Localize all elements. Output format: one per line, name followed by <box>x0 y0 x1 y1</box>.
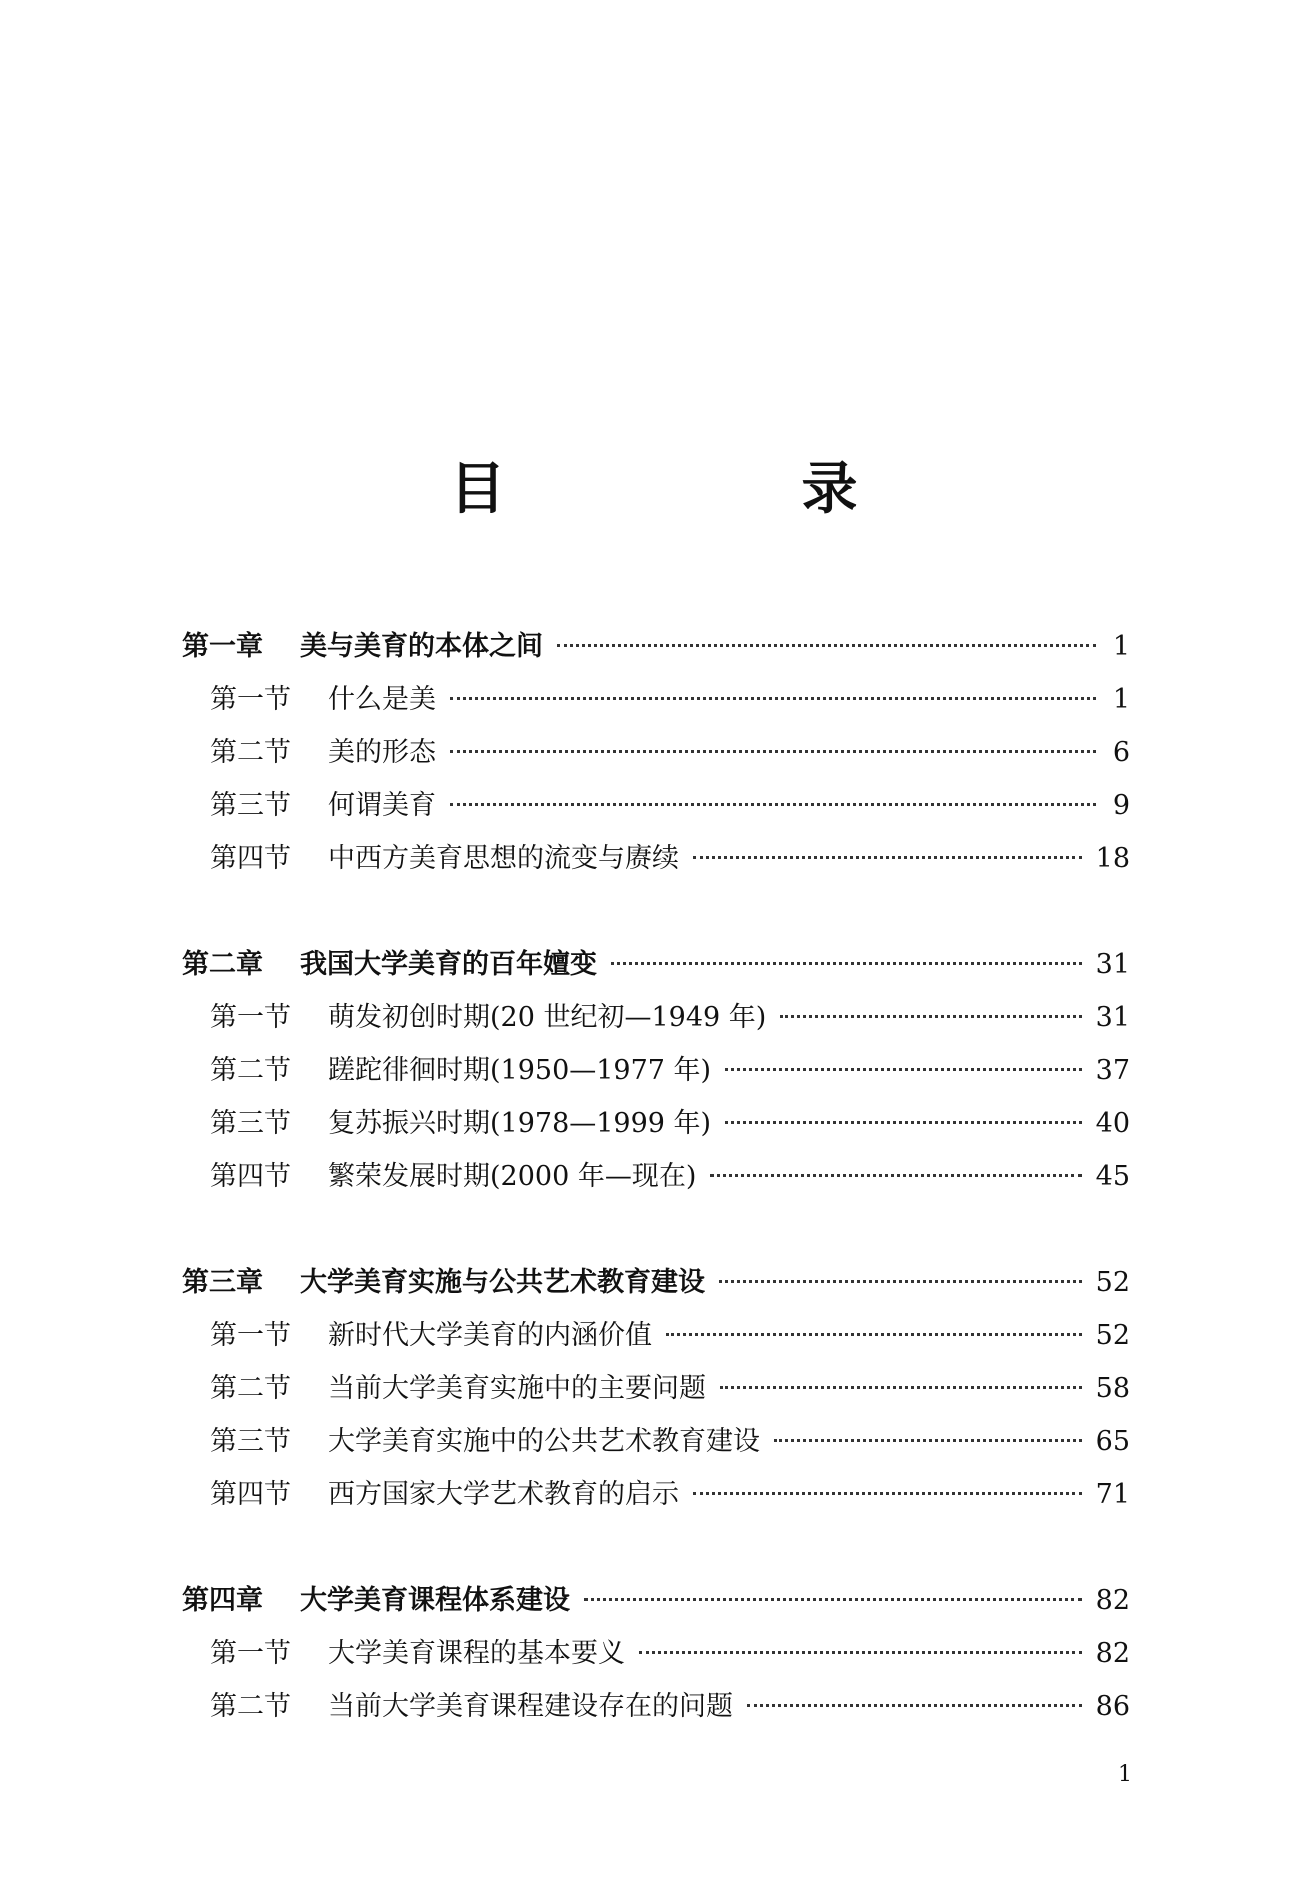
section-title: 大学美育实施中的公共艺术教育建设 <box>328 1426 760 1457</box>
section-title: 什么是美 <box>328 684 436 715</box>
toc-chapter-entry[interactable] <box>182 938 1130 991</box>
toc-section-entry[interactable] <box>182 1415 1130 1468</box>
section-label: 第二节 <box>210 1691 291 1722</box>
toc-chapter-entry[interactable] <box>182 1574 1130 1627</box>
toc-section-entry[interactable] <box>182 1680 1130 1733</box>
toc-section-entry[interactable] <box>182 1150 1130 1203</box>
section-title: 何谓美育 <box>328 790 436 821</box>
dot-leader <box>710 1174 1081 1177</box>
toc-chapter-entry[interactable] <box>182 620 1130 673</box>
section-label: 第四节 <box>210 843 291 874</box>
dot-leader <box>780 1015 1081 1018</box>
chapter-title: 美与美育的本体之间 <box>300 631 543 662</box>
section-title: 蹉跎徘徊时期(1950—1977 年) <box>328 1055 712 1086</box>
dot-leader <box>719 1280 1082 1283</box>
toc-section-entry[interactable] <box>182 673 1130 726</box>
section-title: 美的形态 <box>328 737 436 768</box>
dot-leader <box>557 644 1096 647</box>
chapter-page-number: 1 <box>1112 631 1130 662</box>
chapter-title: 大学美育课程体系建设 <box>300 1585 570 1616</box>
toc-section-entry[interactable] <box>182 991 1130 1044</box>
toc-section-entry[interactable] <box>182 1362 1130 1415</box>
chapter-spacer <box>182 885 1130 938</box>
dot-leader <box>666 1333 1082 1336</box>
dot-leader <box>725 1121 1082 1124</box>
toc-section-entry[interactable] <box>182 1309 1130 1362</box>
section-page-number: 18 <box>1095 843 1130 874</box>
section-title: 中西方美育思想的流变与赓续 <box>328 843 679 874</box>
table-of-contents <box>182 620 1130 1733</box>
chapter-label: 第一章 <box>182 631 263 662</box>
section-label: 第一节 <box>210 1638 291 1669</box>
dot-leader <box>725 1068 1082 1071</box>
section-title: 新时代大学美育的内涵价值 <box>328 1320 652 1351</box>
toc-section-entry[interactable] <box>182 1627 1130 1680</box>
section-label: 第二节 <box>210 737 291 768</box>
section-page-number: 31 <box>1095 1002 1130 1033</box>
section-title: 萌发初创时期(20 世纪初—1949 年) <box>328 1002 767 1033</box>
section-label: 第四节 <box>210 1479 291 1510</box>
section-label: 第三节 <box>210 1108 291 1139</box>
section-page-number: 9 <box>1112 790 1130 821</box>
section-page-number: 40 <box>1095 1108 1130 1139</box>
section-page-number: 37 <box>1095 1055 1130 1086</box>
dot-leader <box>611 962 1082 965</box>
section-page-number: 1 <box>1112 684 1130 715</box>
page-title: 目 录 <box>449 457 978 522</box>
section-page-number: 65 <box>1095 1426 1130 1457</box>
section-label: 第一节 <box>210 1002 291 1033</box>
section-label: 第一节 <box>210 684 291 715</box>
section-page-number: 52 <box>1095 1320 1130 1351</box>
section-title: 西方国家大学艺术教育的启示 <box>328 1479 679 1510</box>
section-label: 第二节 <box>210 1055 291 1086</box>
section-title: 大学美育课程的基本要义 <box>328 1638 625 1669</box>
dot-leader <box>720 1386 1082 1389</box>
chapter-spacer <box>182 1203 1130 1256</box>
section-label: 第二节 <box>210 1373 291 1404</box>
dot-leader <box>450 697 1096 700</box>
section-page-number: 82 <box>1095 1638 1130 1669</box>
chapter-label: 第四章 <box>182 1585 263 1616</box>
chapter-title: 我国大学美育的百年嬗变 <box>300 949 597 980</box>
toc-section-entry[interactable] <box>182 1468 1130 1521</box>
dot-leader <box>693 1492 1082 1495</box>
section-title: 当前大学美育实施中的主要问题 <box>328 1373 706 1404</box>
dot-leader <box>774 1439 1082 1442</box>
section-page-number: 71 <box>1095 1479 1130 1510</box>
chapter-label: 第三章 <box>182 1267 263 1298</box>
toc-section-entry[interactable] <box>182 726 1130 779</box>
dot-leader <box>450 750 1096 753</box>
section-title: 繁荣发展时期(2000 年—现在) <box>328 1161 697 1192</box>
toc-section-entry[interactable] <box>182 779 1130 832</box>
chapter-page-number: 52 <box>1095 1267 1130 1298</box>
toc-section-entry[interactable] <box>182 1044 1130 1097</box>
chapter-title: 大学美育实施与公共艺术教育建设 <box>300 1267 705 1298</box>
section-title: 当前大学美育课程建设存在的问题 <box>328 1691 733 1722</box>
section-label: 第三节 <box>210 1426 291 1457</box>
section-label: 第一节 <box>210 1320 291 1351</box>
toc-section-entry[interactable] <box>182 832 1130 885</box>
chapter-page-number: 31 <box>1095 949 1130 980</box>
chapter-page-number: 82 <box>1095 1585 1130 1616</box>
dot-leader <box>747 1704 1082 1707</box>
dot-leader <box>584 1598 1082 1601</box>
section-page-number: 6 <box>1112 737 1130 768</box>
toc-section-entry[interactable] <box>182 1097 1130 1150</box>
toc-chapter-entry[interactable] <box>182 1256 1130 1309</box>
section-page-number: 45 <box>1095 1161 1130 1192</box>
section-label: 第三节 <box>210 790 291 821</box>
section-page-number: 58 <box>1095 1373 1130 1404</box>
dot-leader <box>639 1651 1082 1654</box>
section-page-number: 86 <box>1095 1691 1130 1722</box>
chapter-label: 第二章 <box>182 949 263 980</box>
chapter-spacer <box>182 1521 1130 1574</box>
dot-leader <box>450 803 1096 806</box>
page-number: 1 <box>1118 1762 1132 1787</box>
section-label: 第四节 <box>210 1161 291 1192</box>
dot-leader <box>693 856 1082 859</box>
section-title: 复苏振兴时期(1978—1999 年) <box>328 1108 712 1139</box>
